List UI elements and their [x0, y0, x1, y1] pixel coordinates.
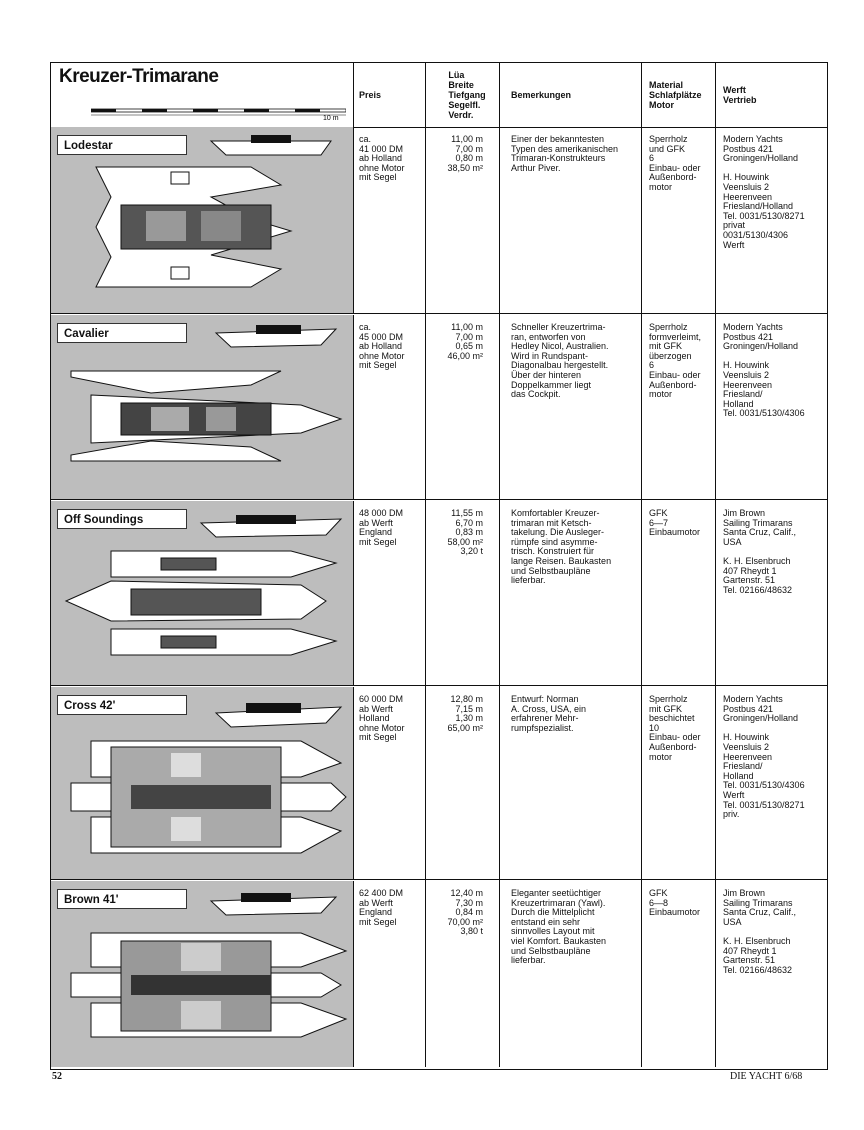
preis-cell: 62 400 DM ab Werft England mit Segel	[359, 888, 404, 927]
row-divider	[51, 313, 827, 314]
header-bemerkungen: Bemerkungen	[511, 90, 572, 100]
bemerkungen-cell: Einer der bekanntesten Typen des amerikanischen Trimaran-Konstrukteurs Arthur Piver.	[511, 134, 619, 173]
werft-cell: Modern Yachts Postbus 421 Groningen/Holland H. Houwink Veensluis 2 Heerenveen Friesland/Holland Tel. 0031/5130/8271 privat 0031/5130/4306 Werft	[723, 134, 805, 250]
scale-bar	[91, 107, 346, 121]
boat-row-brown-41	[51, 881, 827, 1067]
boat-drawing	[51, 501, 354, 685]
boat-drawing	[51, 315, 354, 499]
material-cell: GFK 6—8 Einbaumotor	[649, 888, 701, 918]
material-cell: Sperrholz mit GFK beschichtet 10 Einbau- oder Außenbord- motor	[649, 694, 701, 762]
scale-label: 10 m	[323, 115, 339, 121]
boat-drawing	[51, 881, 354, 1067]
title-box	[51, 63, 354, 127]
boat-drawing	[51, 127, 354, 313]
masse-cell: 11,00 m 7,00 m 0,65 m 46,00 m²	[447, 322, 483, 361]
trimaran-table	[50, 62, 828, 1070]
magazine-issue: DIE YACHT 6/68	[730, 1071, 803, 1082]
boat-name: Brown 41'	[57, 889, 187, 909]
header-masse: Lüa Breite Tiefgang Segelfl. Verdr.	[448, 70, 486, 120]
preis-cell: ca. 41 000 DM ab Holland ohne Motor mit Segel	[359, 134, 405, 183]
row-divider	[51, 685, 827, 686]
boat-name: Lodestar	[57, 135, 187, 155]
header-material: Material Schlafplätze Motor	[649, 80, 702, 110]
preis-cell: 60 000 DM ab Werft Holland ohne Motor mit Segel	[359, 694, 405, 743]
boat-row-cross-42	[51, 687, 827, 879]
boat-row-lodestar	[51, 127, 827, 313]
masse-cell: 12,80 m 7,15 m 1,30 m 65,00 m²	[447, 694, 483, 733]
row-divider	[51, 879, 827, 880]
page-title: Kreuzer-Trimarane	[59, 66, 219, 87]
boat-drawing	[51, 687, 354, 879]
bemerkungen-cell: Entwurf: Norman A. Cross, USA, ein erfahrener Mehr- rumpfspezialist.	[511, 694, 587, 733]
bemerkungen-cell: Komfortabler Kreuzer- trimaran mit Ketsch- takelung. Die Ausleger- rümpfe sind asymme- trisch. Konstruiert für lange Reisen. Baukasten und Selbstbaupläne lieferbar.	[511, 508, 612, 586]
preis-cell: 48 000 DM ab Werft England mit Segel	[359, 508, 404, 547]
page-number: 52	[52, 1071, 62, 1082]
boat-name: Off Soundings	[57, 509, 187, 529]
header-preis: Preis	[359, 90, 382, 100]
werft-cell: Modern Yachts Postbus 421 Groningen/Holland H. Houwink Veensluis 2 Heerenveen Friesland/ Holland Tel. 0031/5130/4306	[723, 322, 805, 419]
material-cell: GFK 6—7 Einbaumotor	[649, 508, 701, 538]
preis-cell: ca. 45 000 DM ab Holland ohne Motor mit Segel	[359, 322, 405, 371]
masse-cell: 11,55 m 6,70 m 0,83 m 58,00 m² 3,20 t	[447, 508, 483, 557]
boat-row-off-soundings	[51, 501, 827, 685]
werft-cell: Jim Brown Sailing Trimarans Santa Cruz, Calif., USA K. H. Elsenbruch 407 Rheydt 1 Gartenstr. 51 Tel. 02166/48632	[723, 508, 797, 595]
werft-cell: Jim Brown Sailing Trimarans Santa Cruz, Calif., USA K. H. Elsenbruch 407 Rheydt 1 Gartenstr. 51 Tel. 02166/48632	[723, 888, 797, 975]
material-cell: Sperrholz formverleimt, mit GFK überzogen 6 Einbau- oder Außenbord- motor	[649, 322, 702, 400]
boat-name: Cavalier	[57, 323, 187, 343]
header-werft: Werft Vertrieb	[723, 85, 757, 105]
masse-cell: 12,40 m 7,30 m 0,84 m 70,00 m² 3,80 t	[447, 888, 483, 937]
material-cell: Sperrholz und GFK 6 Einbau- oder Außenbord- motor	[649, 134, 701, 192]
bemerkungen-cell: Schneller Kreuzertrima- ran, entworfen von Hedley Nicol, Australien. Wird in Rundspant- Diagonalbau hergestellt. Über der hinteren Doppelkammer liegt das Cockpit.	[511, 322, 609, 400]
werft-cell: Modern Yachts Postbus 421 Groningen/Holland H. Houwink Veensluis 2 Heerenveen Friesland/ Holland Tel. 0031/5130/4306 Werft Tel. 0031/5130/8271 priv.	[723, 694, 805, 820]
masse-cell: 11,00 m 7,00 m 0,80 m 38,50 m²	[447, 134, 483, 173]
row-divider	[51, 499, 827, 500]
table-header	[51, 63, 827, 128]
bemerkungen-cell: Eleganter seetüchtiger Kreuzertrimaran (Yawl). Durch die Mittelplicht entstand ein sehr sinnvolles Layout mit viel Komfort. Baukasten und Selbstbaupläne lieferbar.	[511, 888, 607, 966]
boat-name: Cross 42'	[57, 695, 187, 715]
boat-row-cavalier	[51, 315, 827, 499]
